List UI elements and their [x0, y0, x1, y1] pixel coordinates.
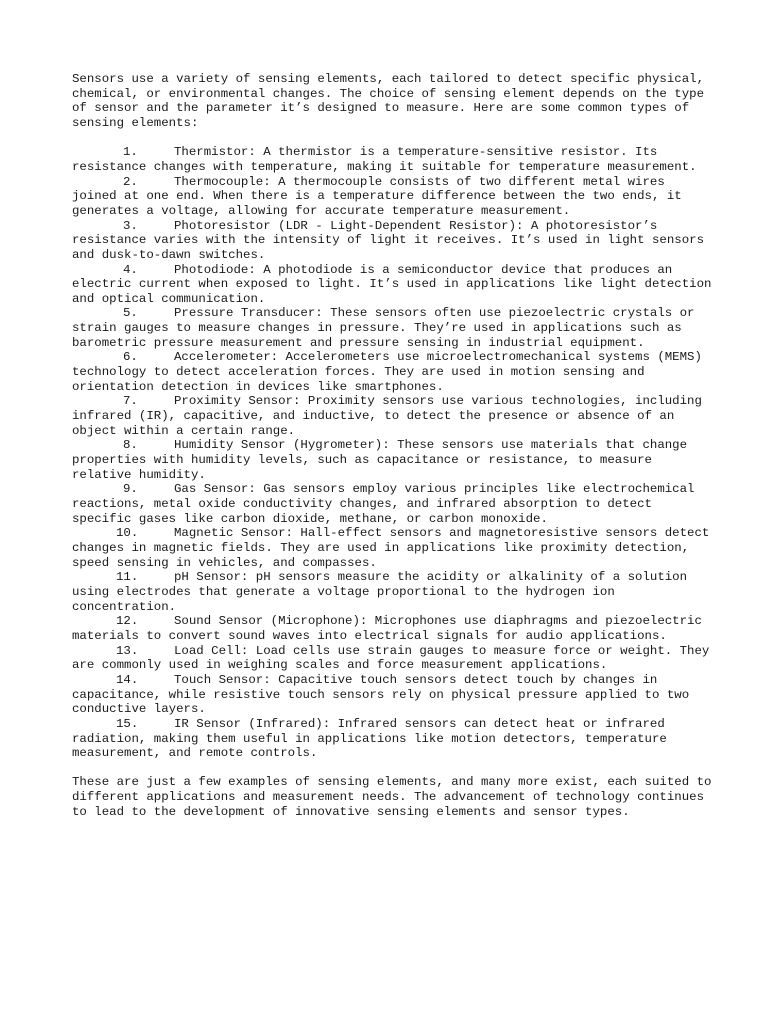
- list-item-text: Thermocouple: A thermocouple consists of two different metal wires joined at one end. When there is a temperature difference between the two ends, it generates a voltage, allowing for accurate temperature measurement.: [72, 174, 682, 218]
- document-page: [72, 72, 712, 819]
- list-item-text: Photodiode: A photodiode is a semiconductor device that produces an electric current when exposed to light. It’s used in applications like light detection and optical communication.: [72, 262, 712, 306]
- list-item: [72, 482, 712, 526]
- list-item-text: Thermistor: A thermistor is a temperature-sensitive resistor. Its resistance changes with temperature, making it suitable for temperature measurement.: [72, 145, 697, 174]
- list-item: [72, 350, 712, 394]
- list-item-text: IR Sensor (Infrared): Infrared sensors can detect heat or infrared radiation, making them useful in applications like motion detectors, temperature measurement, and remote controls.: [72, 716, 667, 761]
- list-item: [72, 438, 712, 482]
- intro-paragraph: Sensors use a variety of sensing elements, each tailored to detect specific physical, chemical, or environmental changes. The choice of sensing element depends on the type of sensor and the parameter it’s designed to measure. Here are some common types of sensing elements:: [72, 72, 705, 130]
- list-item-text: Load Cell: Load cells use strain gauges to measure force or weight. They are commonly used in weighing scales and force measurement applications.: [72, 643, 710, 673]
- list-item-text: Pressure Transducer: These sensors often use piezoelectric crystals or strain gauges to measure changes in pressure. They’re used in applications such as barometric pressure measurement and pressure sensing in industrial equipment.: [72, 306, 695, 350]
- list-item-number: 13.: [116, 643, 139, 658]
- list-item-text: Touch Sensor: Capacitive touch sensors detect touch by changes in capacitance, while resistive touch sensors rely on physical pressure applied to two conductive layers.: [72, 672, 690, 717]
- list-item-text: Accelerometer: Accelerometers use microelectromechanical systems (MEMS) technology to detect acceleration forces. They are used in motion sensing and orientation detection in devices like smartphones.: [72, 350, 702, 394]
- list-item-text: Photoresistor (LDR - Light-Dependent Resistor): A photoresistor’s resistance varies with the intensity of light it receives. It’s used in light sensors and dusk-to-dawn switches.: [72, 218, 705, 262]
- list-item-number: 1.: [123, 145, 138, 160]
- list-item-number: 15.: [116, 716, 139, 731]
- list-item: [72, 644, 712, 673]
- list-item-number: 9.: [123, 482, 138, 497]
- list-item-text: Proximity Sensor: Proximity sensors use various technologies, including infrared (IR), capacitive, and inductive, to detect the presence or absence of an object within a certain range.: [72, 394, 702, 438]
- list-item: [72, 394, 712, 438]
- list-item: [72, 263, 712, 307]
- list-item: [72, 306, 712, 350]
- list-item: [72, 219, 712, 263]
- conclusion-paragraph: These are just a few examples of sensing elements, and many more exist, each suited to different applications and measurement needs. The advancement of technology continues to lead to the development of innovative sensing elements and sensor types.: [72, 775, 712, 819]
- sensing-elements-list: [72, 145, 712, 761]
- list-item-number: 11.: [116, 570, 139, 585]
- list-item: [72, 570, 712, 614]
- list-item: [72, 526, 712, 570]
- list-item-number: 6.: [123, 350, 138, 365]
- list-item: [72, 614, 712, 643]
- list-item-number: 12.: [116, 614, 139, 629]
- list-item-number: 2.: [123, 174, 138, 189]
- list-item-text: Magnetic Sensor: Hall-effect sensors and magnetoresistive sensors detect changes in magnetic fields. They are used in applications like proximity detection, speed sensing in vehicles, and compasses.: [72, 526, 710, 570]
- list-item: [72, 673, 712, 717]
- list-item-number: 7.: [123, 394, 138, 409]
- list-item-text: pH Sensor: pH sensors measure the acidity or alkalinity of a solution using electrodes that generate a voltage proportional to the hydrogen ion concentration.: [72, 570, 688, 614]
- list-item-number: 10.: [116, 526, 139, 541]
- paragraph-spacer: [72, 131, 712, 146]
- list-item: [72, 145, 712, 174]
- list-item: [72, 717, 712, 761]
- paragraph-spacer: [72, 761, 712, 776]
- list-item-number: 3.: [123, 218, 138, 233]
- list-item: [72, 175, 712, 219]
- list-item-text: Humidity Sensor (Hygrometer): These sensors use materials that change properties with humidity levels, such as capacitance or resistance, to measure relative humidity.: [72, 438, 688, 482]
- list-item-number: 8.: [123, 438, 138, 453]
- list-item-number: 5.: [123, 306, 138, 321]
- list-item-text: Sound Sensor (Microphone): Microphones use diaphragms and piezoelectric materials to convert sound waves into electrical signals for audio applications.: [72, 614, 702, 643]
- list-item-text: Gas Sensor: Gas sensors employ various principles like electrochemical reactions, metal oxide conductivity changes, and infrared absorption to detect specific gases like carbon dioxide, methane, or carbon monoxide.: [72, 482, 695, 526]
- list-item-number: 14.: [116, 672, 139, 687]
- list-item-number: 4.: [123, 262, 138, 277]
